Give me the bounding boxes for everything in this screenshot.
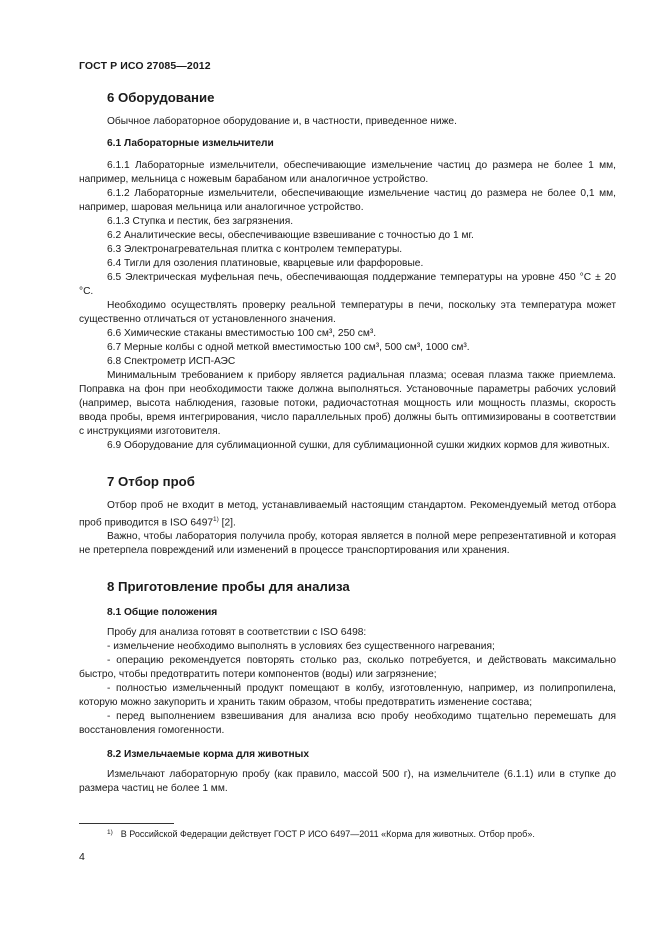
section-7-text: Отбор проб не входит в метод, устанавливаемый настоящим стандартом. Рекомендуемый метод отбора проб приводится в ISO 6497: [79, 500, 616, 529]
paragraph-6-3: 6.3 Электронагревательная плитка с контролем температуры.: [107, 244, 403, 255]
paragraph-6-7: 6.7 Мерные колбы с одной меткой вместимостью 100 см³, 500 см³, 1000 см³.: [107, 342, 470, 353]
section-7-paragraph-2: Важно, чтобы лаборатория получила пробу, которая является в полной мере репрезентативной и которая не претерпела повреждений или изменений в процессе транспортирования или хранения.: [79, 531, 616, 557]
paragraph-6-5-note: Необходимо осуществлять проверку реальной температуры в печи, поскольку эта температура может существенно отличаться от установленного значения.: [79, 300, 616, 325]
page-content: [79, 89, 616, 796]
list-item: - операцию рекомендуется повторять столько раз, сколько потребуется, и действовать максимально быстро, чтобы предотвратить потери компонентов (воды) или загрязнение;: [79, 655, 616, 681]
paragraph-6-4: 6.4 Тигли для озоления платиновые, кварцевые или фарфоровые.: [107, 258, 424, 269]
section-6-title: 6 Оборудование: [107, 90, 215, 105]
section-7-title: 7 Отбор проб: [107, 474, 195, 489]
page-number: 4: [79, 851, 85, 863]
section-8-1-title: 8.1 Общие положения: [107, 607, 218, 619]
section-8-title: 8 Приготовление пробы для анализа: [107, 579, 350, 595]
section-8-1-paragraph: Пробу для анализа готовят в соответствии с ISO 6498:: [107, 627, 367, 639]
list-item: - измельчение необходимо выполнять в условиях без существенного нагревания;: [107, 641, 495, 653]
paragraph-6-9: 6.9 Оборудование для сублимационной сушки, для сублимационной сушки жидких кормов для животных.: [107, 440, 610, 451]
paragraph-6-1-3: 6.1.3 Ступка и пестик, без загрязнения.: [107, 216, 294, 227]
section-8-2-title: 8.2 Измельчаемые корма для животных: [107, 749, 309, 761]
section-8-2-paragraph: Измельчают лабораторную пробу (как правило, массой 500 г), на измельчителе (6.1.1) или в ступке до размера частиц не более 1 мм.: [79, 769, 616, 795]
list-item: - полностью измельченный продукт помещают в колбу, изготовленную, например, из полипропилена, которую можно закупорить и хранить таким образом, чтобы предотвратить изменение состава;: [79, 683, 616, 709]
footnote-text: В Российской Федерации действует ГОСТ Р ИСО 6497—2011 «Корма для животных. Отбор проб».: [120, 829, 535, 839]
paragraph-6-2: 6.2 Аналитические весы, обеспечивающие взвешивание с точностью до 1 мг.: [107, 230, 474, 241]
standard-header: ГОСТ Р ИСО 27085—2012: [79, 60, 211, 72]
paragraph-6-8-requirements: Минимальным требованием к прибору является радиальная плазма; осевая плазма также приемлема. Поправка на фон при необходимости также должна выполняться. Установочные параметры рабочих условий (например, высота наблюдения, газовые потоки, радиочастотная мощность или мощность плазмы, скорость ввода пробы, время интегрирования, число параллельных проб) должны быть оптимизированы в соответствии с инструкциями изготовителя.: [79, 370, 616, 437]
paragraph-6-1-1: 6.1.1 Лабораторные измельчители, обеспечивающие измельчение частиц до размера не более 1 мм, например, мельница с ножевым барабаном или аналогичное устройство.: [79, 160, 616, 185]
paragraph-6-1-2: 6.1.2 Лабораторные измельчители, обеспечивающие измельчение частиц до размера не более 0,1 мм, например, шаровая мельница или аналогичное устройство.: [79, 188, 616, 213]
section-6-1-title: 6.1 Лабораторные измельчители: [107, 138, 274, 149]
section-6-intro: Обычное лабораторное оборудование и, в частности, приведенное ниже.: [107, 116, 457, 127]
paragraph-6-5: 6.5 Электрическая муфельная печь, обеспечивающая поддержание температуры на уровне 450 °C ± 20 °C.: [79, 272, 616, 297]
footnote-ref: 1): [213, 516, 219, 523]
paragraph-6-6: 6.6 Химические стаканы вместимостью 100 см³, 250 см³.: [107, 328, 377, 339]
footnote-mark: 1): [107, 829, 113, 836]
section-7-paragraph-1: [79, 499, 616, 530]
paragraph-6-8: 6.8 Спектрометр ИСП-АЭС: [107, 356, 236, 367]
section-7-ref: [2].: [218, 517, 236, 529]
footnote-divider: [79, 823, 174, 824]
footnote: [107, 828, 535, 840]
list-item: - перед выполнением взвешивания для анализа всю пробу необходимо тщательно перемешать для восстановления гомогенности.: [79, 711, 616, 737]
